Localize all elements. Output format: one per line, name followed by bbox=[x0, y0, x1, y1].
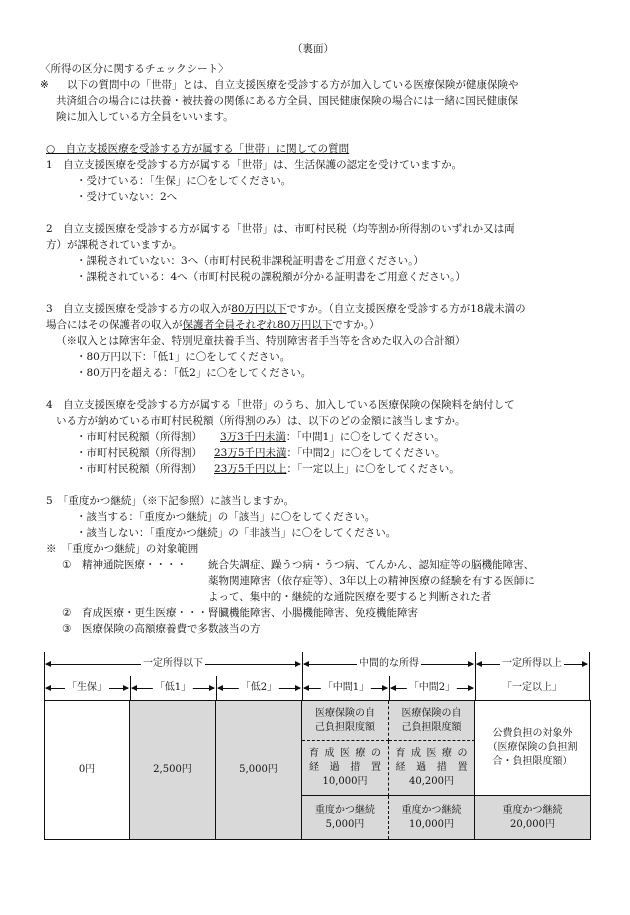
cell-mid1-limit bbox=[302, 701, 389, 741]
cell-line: 10,000円 bbox=[322, 776, 368, 787]
q4-option: ・市町村民税額（所得割） 3万3千円未満：「中間1」に〇をしてください。 bbox=[76, 431, 445, 443]
cell-line: 育成医療の bbox=[309, 748, 381, 759]
q3-option: ・80万円を超える：「低2」に〇をしてください。 bbox=[76, 367, 312, 379]
note-line: 険に加入している方全員をいいます。 bbox=[56, 111, 234, 123]
table-body bbox=[44, 700, 591, 840]
col-label: 「生保」 bbox=[67, 682, 107, 693]
cell-line: 10,000円 bbox=[409, 818, 454, 830]
col-label: 「低1」 bbox=[154, 682, 192, 693]
cell-mid1-severe bbox=[302, 796, 389, 839]
question-3: 3 自立支援医療を受診する方の収入が80万円以下ですか。（自立支援医療を受診する方が18歳未満の bbox=[46, 303, 526, 315]
scope-line: よって、集中的・継続的な通院医療を要すると判断された者 bbox=[208, 591, 492, 603]
q3-note: （※収入とは障害年金、特別児童扶養手当、特別障害者手当等を含めた収入の合計額） bbox=[56, 335, 466, 347]
q4-option: ・市町村民税額（所得割） 23万5千円未満：「中間2」に〇をしてください。 bbox=[76, 447, 446, 459]
cell-line: 己負担限度額 bbox=[315, 721, 375, 733]
question-1: 1 自立支援医療を受診する方が属する「世帯」は、生活保護の認定を受けていますか。 bbox=[46, 159, 463, 171]
cell-line: 医療保険の自 bbox=[315, 707, 375, 719]
q2-option: ・課税されている：4へ（市町村民税の課税額が分かる証明書をご用意ください。） bbox=[76, 271, 466, 283]
q2-option: ・課税されていない：3へ（市町村民税非課税証明書をご用意ください。） bbox=[76, 255, 424, 267]
scope-title: ※ 「重度かつ継続」の対象範囲 bbox=[46, 543, 199, 555]
scope-line: 薬物関連障害（依存症等）、3年以上の精神医療の経験を有する医師に bbox=[208, 575, 535, 587]
question-5: 5 「重度かつ継続」（※下記参照）に該当しますか。 bbox=[46, 495, 295, 507]
note-mark: ※ bbox=[40, 79, 49, 91]
q1-option: ・受けていない：2へ bbox=[76, 191, 178, 203]
scope-text: 育成医療・更生医療・・・腎臓機能障害、小腸機能障害、免疫機能障害 bbox=[82, 607, 418, 619]
cell-line: 経過措置 bbox=[309, 762, 381, 773]
cell-mid1-transition bbox=[302, 741, 389, 796]
q4-option: ・市町村民税額（所得割） 23万5千円以上：「一定以上」に〇をしてください。 bbox=[76, 463, 460, 475]
scope-text: 医療保険の高額療養費で多数該当の方 bbox=[82, 623, 261, 635]
question-4: 4 自立支援医療を受診する方が属する「世帯」のうち、加入している医療保険の保険料を納付して bbox=[46, 399, 515, 411]
cell-line: 40,200円 bbox=[409, 776, 454, 787]
scope-num: ③ bbox=[62, 623, 72, 635]
scope-num: ② bbox=[62, 607, 72, 619]
page-title: （裏面） bbox=[292, 43, 334, 55]
question-2-cont: 方）が課税されていますか。 bbox=[46, 239, 183, 251]
cell-line: 5,000円 bbox=[325, 818, 365, 830]
group-label: 中間的な所得 bbox=[359, 658, 419, 669]
question-4-cont: いる方が納めている市町村民税額（所得割のみ）は、以下のどの金額に該当しますか。 bbox=[56, 415, 466, 427]
cell-low2: 5,000円 bbox=[216, 701, 302, 839]
header-divider bbox=[44, 652, 45, 700]
question-2: 2 自立支援医療を受診する方が属する「世帯」は、市町村民税（均等割か所得割のいずれか又は両 bbox=[46, 223, 515, 235]
cell-line: 重度かつ継続 bbox=[401, 804, 462, 816]
q1-option: ・受けている：「生保」に〇をしてください。 bbox=[76, 175, 292, 187]
scope-head: 精神通院医療・・・・ bbox=[82, 559, 187, 571]
note-line: 以下の質問中の「世帯」とは、自立支援医療を受診する方が加入している医療保険が健康保険や bbox=[67, 79, 519, 91]
col-label: 「一定以上」 bbox=[502, 682, 562, 693]
cell-zero: 0円 bbox=[45, 701, 130, 839]
group-label: 一定所得以下 bbox=[143, 658, 203, 669]
cell-line: 己負担限度額 bbox=[401, 721, 462, 733]
q5-option: ・該当しない：「重度かつ継続」の「非該当」に〇をしてください。 bbox=[76, 527, 397, 539]
income-category-table bbox=[44, 652, 591, 840]
cell-low1: 2,500円 bbox=[130, 701, 216, 839]
q5-option: ・該当する：「重度かつ継続」の「該当」に〇をしてください。 bbox=[76, 511, 376, 523]
col-label: 「低2」 bbox=[240, 682, 278, 693]
header-divider bbox=[589, 652, 590, 700]
group-label: 一定所得以上 bbox=[502, 658, 562, 669]
header-divider bbox=[302, 652, 303, 700]
cell-line: 重度かつ継続 bbox=[502, 804, 563, 816]
scope-num: ① bbox=[62, 559, 72, 571]
cell-mid2-limit bbox=[389, 701, 475, 741]
question-3-cont: 場合にはその保護者の収入が保護者全員それぞれ80万円以下ですか。） bbox=[46, 319, 380, 331]
cell-line: 20,000円 bbox=[510, 818, 555, 830]
section-title: ○ 自立支援医療を受診する方が属する「世帯」に関しての質問 bbox=[46, 143, 350, 155]
cell-line: 育成医療の bbox=[395, 748, 468, 759]
cell-mid2-severe bbox=[389, 796, 475, 839]
cell-line: （医療保険の負担割 bbox=[487, 742, 578, 753]
note-line: 共済組合の場合には扶養・被扶養の関係にある方全員、国民健康保険の場合には一緒に国民健康保 bbox=[56, 95, 518, 107]
q3-option: ・80万円以下：「低1」に〇をしてください。 bbox=[76, 351, 291, 363]
cell-mid2-transition bbox=[389, 741, 475, 796]
cell-line: 重度かつ継続 bbox=[315, 804, 375, 816]
cell-line: 公費負担の対象外 bbox=[492, 728, 573, 739]
col-label: 「中間1」 bbox=[322, 682, 370, 693]
cell-line: 経過措置 bbox=[395, 762, 468, 773]
cell-high-severe bbox=[475, 796, 590, 839]
cell-line: 医療保険の自 bbox=[401, 707, 462, 719]
scope-line: 統合失調症、躁うつ病・うつ病、てんかん、認知症等の脳機能障害、 bbox=[208, 559, 535, 571]
page-subtitle: 〈所得の区分に関するチェックシート〉 bbox=[40, 63, 229, 75]
col-label: 「中間2」 bbox=[408, 682, 456, 693]
header-divider bbox=[475, 652, 476, 700]
cell-high-excluded bbox=[475, 701, 590, 796]
cell-line: 合・負担限度額） bbox=[492, 756, 573, 767]
